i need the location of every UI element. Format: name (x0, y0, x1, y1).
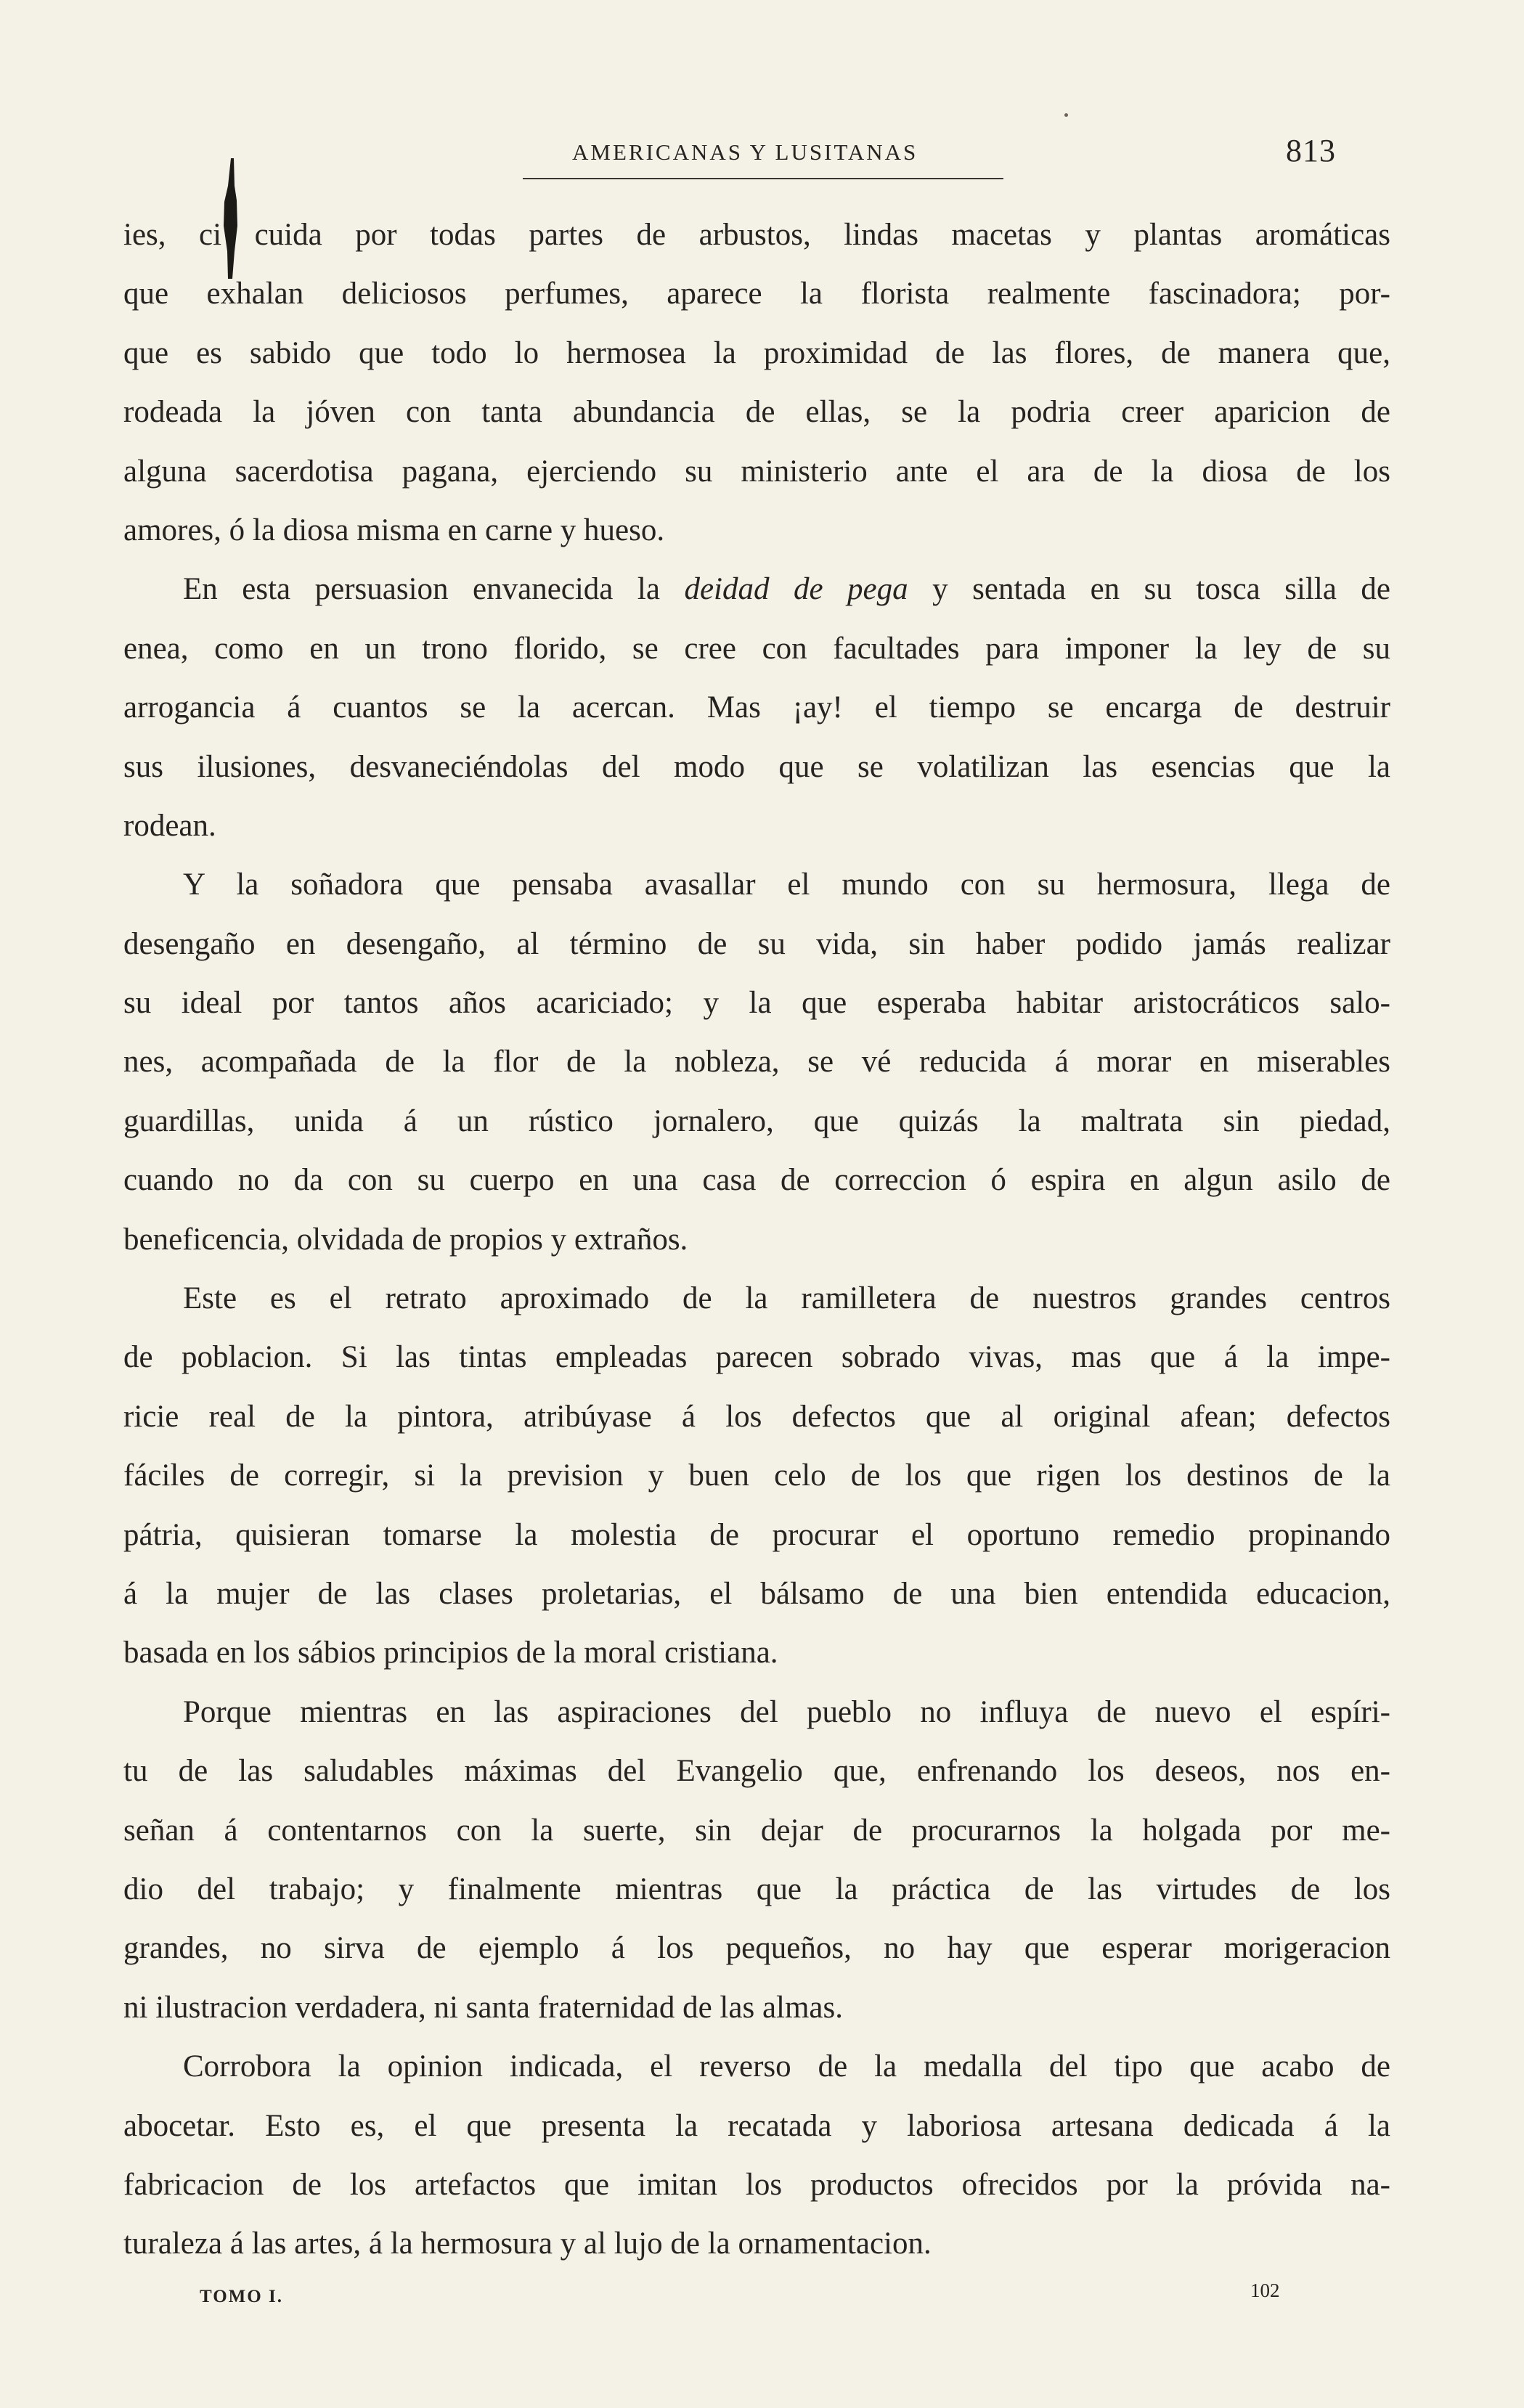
text-line: nes, acompañada de la flor de la nobleza, se vé reducida á morar en miserables (123, 1045, 1390, 1079)
text-line: desengaño en desengaño, al término de su vida, sin haber podido jamás realizar (123, 926, 1390, 961)
text-line: tu de las saludables máximas del Evangelio que, enfrenando los deseos, nos en- (123, 1754, 1390, 1789)
text-line: alguna sacerdotisa pagana, ejerciendo su ministerio ante el ara de la diosa de los (123, 454, 1390, 489)
page-number: 813 (1286, 133, 1336, 168)
page-header (523, 132, 1336, 176)
signature-mark: 102 (1250, 2280, 1280, 2301)
text-fragment: y sentada en su tosca silla de (908, 572, 1390, 607)
running-title: AMERICANAS Y LUSITANAS (572, 139, 918, 165)
italic-phrase: deidad de pega (684, 572, 908, 607)
text-fragment: En esta persuasion envanecida la (183, 572, 685, 607)
text-line: fáciles de corregir, si la prevision y buen celo de los que rigen los destinos de la (123, 1458, 1390, 1493)
paragraph-opening-line (123, 560, 1390, 619)
paper-speck (1064, 113, 1068, 117)
text-line: rodeada la jóven con tanta abundancia de ellas, se la podria creer aparicion de (123, 395, 1390, 430)
text-line: cuando no da con su cuerpo en una casa de correccion ó espira en algun asilo de (123, 1163, 1390, 1198)
text-line: Corrobora la opinion indicada, el reverso de la medalla del tipo que acabo de (183, 2049, 1390, 2084)
text-line: rodean. (123, 808, 216, 843)
text-line: beneficencia, olvidada de propios y extraños. (123, 1222, 688, 1257)
text-line: abocetar. Esto es, el que presenta la recatada y laboriosa artesana dedicada á la (123, 2108, 1390, 2143)
text-line: ricie real de la pintora, atribúyase á los defectos que al original afean; defectos (123, 1399, 1390, 1434)
volume-label: TOMO I. (200, 2287, 283, 2306)
text-line: pátria, quisieran tomarse la molestia de procurar el oportuno remedio propinando (123, 1517, 1390, 1552)
text-line: enea, como en un trono florido, se cree con facultades para imponer la ley de su (123, 631, 1390, 666)
text-line: Porque mientras en las aspiraciones del pueblo no influya de nuevo el espíri- (183, 1694, 1390, 1729)
text-line: que es sabido que todo lo hermosea la proximidad de las flores, de manera que, (123, 335, 1390, 370)
page-footer (200, 2280, 1289, 2316)
text-line: sus ilusiones, desvaneciéndolas del modo que se volatilizan las esencias que la (123, 749, 1390, 784)
text-line: basada en los sábios principios de la moral cristiana. (123, 1636, 778, 1670)
text-line: su ideal por tantos años acariciado; y la que esperaba habitar aristocráticos salo- (123, 986, 1390, 1021)
text-line: fabricacion de los artefactos que imitan los productos ofrecidos por la próvida na- (123, 2167, 1390, 2202)
text-line: grandes, no sirva de ejemplo á los pequeños, no hay que esperar morigeracion (123, 1931, 1390, 1966)
body-text (123, 205, 1390, 2274)
text-line: amores, ó la diosa misma en carne y hueso. (123, 513, 665, 547)
text-line: guardillas, unida á un rústico jornalero, que quizás la maltrata sin piedad, (123, 1103, 1390, 1138)
text-line: de poblacion. Si las tintas empleadas parecen sobrado vivas, mas que á la impe- (123, 1340, 1390, 1375)
text-line: turaleza á las artes, á la hermosura y al lujo de la ornamentacion. (123, 2227, 932, 2261)
text-line: ies, ci cuida por todas partes de arbustos, lindas macetas y plantas aromáticas (123, 218, 1390, 252)
header-rule (523, 178, 1003, 179)
text-line: Y la soñadora que pensaba avasallar el mundo con su hermosura, llega de (183, 868, 1390, 902)
text-line: dio del trabajo; y finalmente mientras que la práctica de las virtudes de los (123, 1872, 1390, 1906)
text-line: Este es el retrato aproximado de la ramilletera de nuestros grandes centros (183, 1281, 1390, 1316)
text-line: que exhalan deliciosos perfumes, aparece la florista realmente fascinadora; por- (123, 277, 1390, 311)
text-line: á la mujer de las clases proletarias, el bálsamo de una bien entendida educacion, (123, 1576, 1390, 1611)
text-line: arrogancia á cuantos se la acercan. Mas ¡ay! el tiempo se encarga de destruir (123, 690, 1390, 725)
text-line: señan á contentarnos con la suerte, sin dejar de procurarnos la holgada por me- (123, 1813, 1390, 1848)
text-line: ni ilustracion verdadera, ni santa fraternidad de las almas. (123, 1990, 843, 2025)
